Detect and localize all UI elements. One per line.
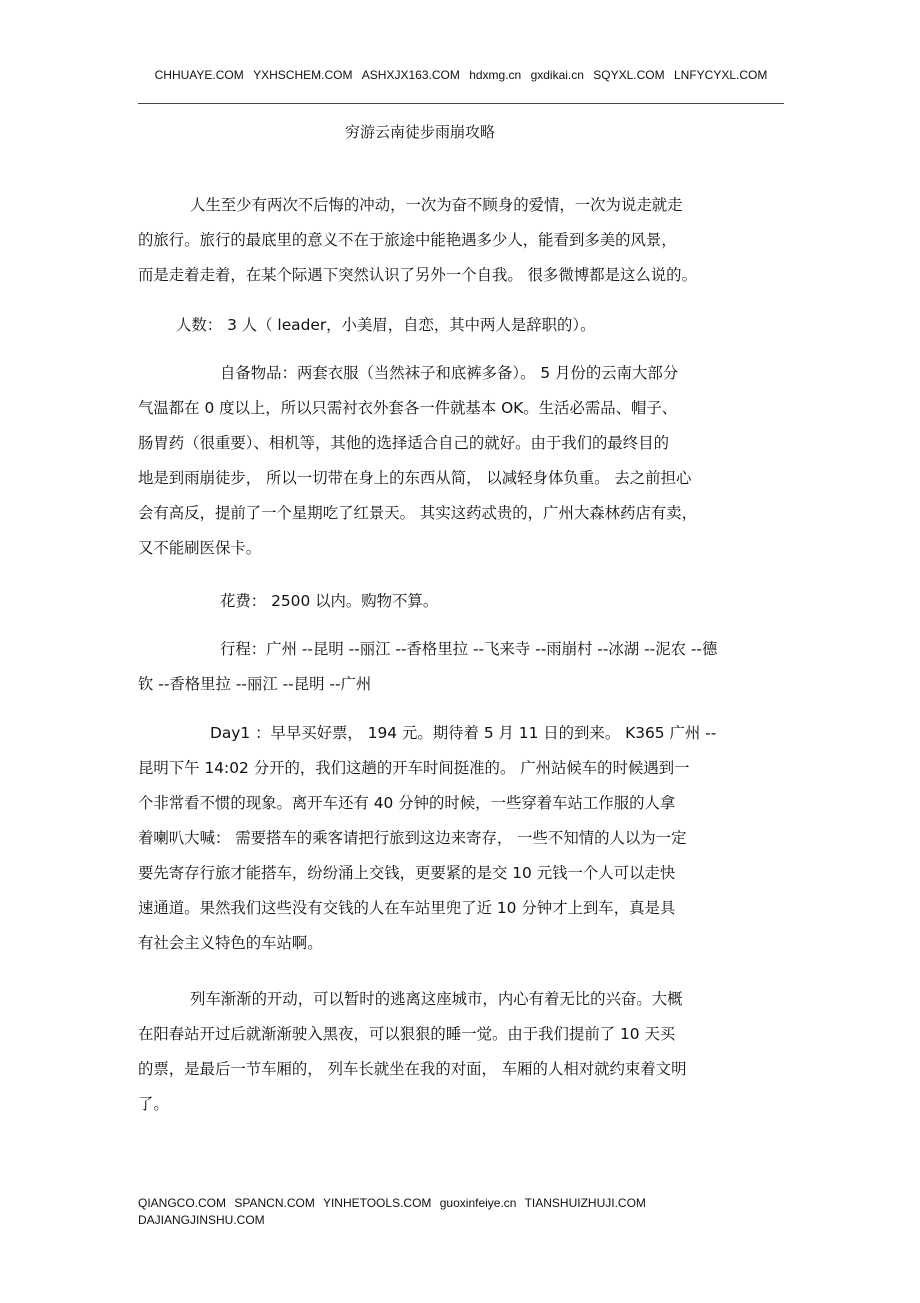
footer-link[interactable]: SPANCN.COM (234, 1196, 315, 1210)
header-link[interactable]: hdxmg.cn (469, 68, 522, 82)
text-line: 而是走着走着，在某个际遇下突然认识了另外一个自我。 很多微博都是这么说的。 (138, 266, 697, 284)
header-link[interactable]: ASHXJX163.COM (361, 68, 460, 82)
text-line: 人生至少有两次不后悔的冲动，一次为奋不顾身的爱情，一次为说走就走 (190, 196, 683, 214)
text-line: 着喇叭大喊： 需要搭车的乘客请把行旅到这边来寄存， 一些不知情的人以为一定 (138, 829, 687, 847)
paragraph-intro (138, 188, 778, 293)
footer-links (138, 1195, 778, 1229)
footer-link[interactable]: QIANGCO.COM (138, 1196, 227, 1210)
text-line: 行程：广州 --昆明 --丽江 --香格里拉 --飞来寺 --雨崩村 --冰湖 --泥农 --德 (220, 640, 718, 658)
paragraph-people (138, 308, 778, 343)
text-line: 列车渐渐的开动，可以暂时的逃离这座城市，内心有着无比的兴奋。大概 (190, 990, 683, 1008)
header-link[interactable]: gxdikai.cn (530, 68, 584, 82)
paragraph-cost (138, 584, 778, 619)
header-divider (138, 103, 784, 104)
text-line: 会有高反，提前了一个星期吃了红景天。 其实这药忒贵的，广州大森林药店有卖， (138, 504, 697, 522)
text-line: 的票，是最后一节车厢的， 列车长就坐在我的对面， 车厢的人相对就约束着文明 (138, 1060, 687, 1078)
text-line: 花费： 2500 以内。购物不算。 (220, 592, 439, 610)
text-line: 钦 --香格里拉 --丽江 --昆明 --广州 (138, 675, 372, 693)
text-line: 个非常看不惯的现象。离开车还有 40 分钟的时候，一些穿着车站工作服的人拿 (138, 794, 676, 812)
footer-link[interactable]: YINHETOOLS.COM (322, 1196, 432, 1210)
text-line: 的旅行。旅行的最底里的意义不在于旅途中能艳遇多少人，能看到多美的风景， (138, 231, 677, 249)
text-line: 又不能刷医保卡。 (138, 539, 262, 557)
header-links (138, 66, 784, 84)
footer-link[interactable]: TIANSHUIZHUJI.COM (524, 1196, 646, 1210)
text-line: 有社会主义特色的车站啊。 (138, 934, 323, 952)
text-line: 速通道。果然我们这些没有交钱的人在车站里兜了近 10 分钟才上到车，真是具 (138, 899, 676, 917)
footer-link[interactable]: guoxinfeiye.cn (439, 1196, 517, 1210)
text-line: 在阳春站开过后就渐渐驶入黑夜，可以狠狠的睡一觉。由于我们提前了 10 天买 (138, 1025, 676, 1043)
header-link[interactable]: CHHUAYE.COM (154, 68, 244, 82)
paragraph-itinerary (138, 632, 778, 702)
header-link[interactable]: YXHSCHEM.COM (253, 68, 353, 82)
text-line: Day1 ：早早买好票， 194 元。期待着 5 月 11 日的到来。 K365 广州 -- (210, 724, 717, 742)
page-title: 穷游云南徒步雨崩攻略 (344, 123, 495, 141)
paragraph-items (138, 356, 778, 566)
header-link[interactable]: LNFYCYXL.COM (673, 68, 768, 82)
text-line: 地是到雨崩徒步， 所以一切带在身上的东西从简， 以减轻身体负重。 去之前担心 (138, 469, 692, 487)
text-line: 人数： 3 人（ leader，小美眉，自恋，其中两人是辞职的）。 (176, 316, 596, 334)
paragraph-train (138, 982, 778, 1122)
text-line: 气温都在 0 度以上，所以只需衬衣外套各一件就基本 OK。生活必需品、帽子、 (138, 399, 678, 417)
text-line: 了。 (138, 1095, 169, 1113)
header-link[interactable]: SQYXL.COM (593, 68, 665, 82)
paragraph-day1 (138, 716, 778, 961)
text-line: 昆明下午 14:02 分开的，我们这趟的开车时间挺准的。 广州站候车的时候遇到一 (138, 759, 690, 777)
footer-link[interactable]: DAJIANGJINSHU.COM (138, 1213, 265, 1227)
text-line: 自备物品：两套衣服（当然袜子和底裤多备）。 5 月份的云南大部分 (220, 364, 679, 382)
text-line: 肠胃药（很重要）、相机等，其他的选择适合自己的就好。由于我们的最终目的 (138, 434, 669, 452)
text-line: 要先寄存行旅才能搭车，纷纷涌上交钱，更要紧的是交 10 元钱一个人可以走快 (138, 864, 676, 882)
